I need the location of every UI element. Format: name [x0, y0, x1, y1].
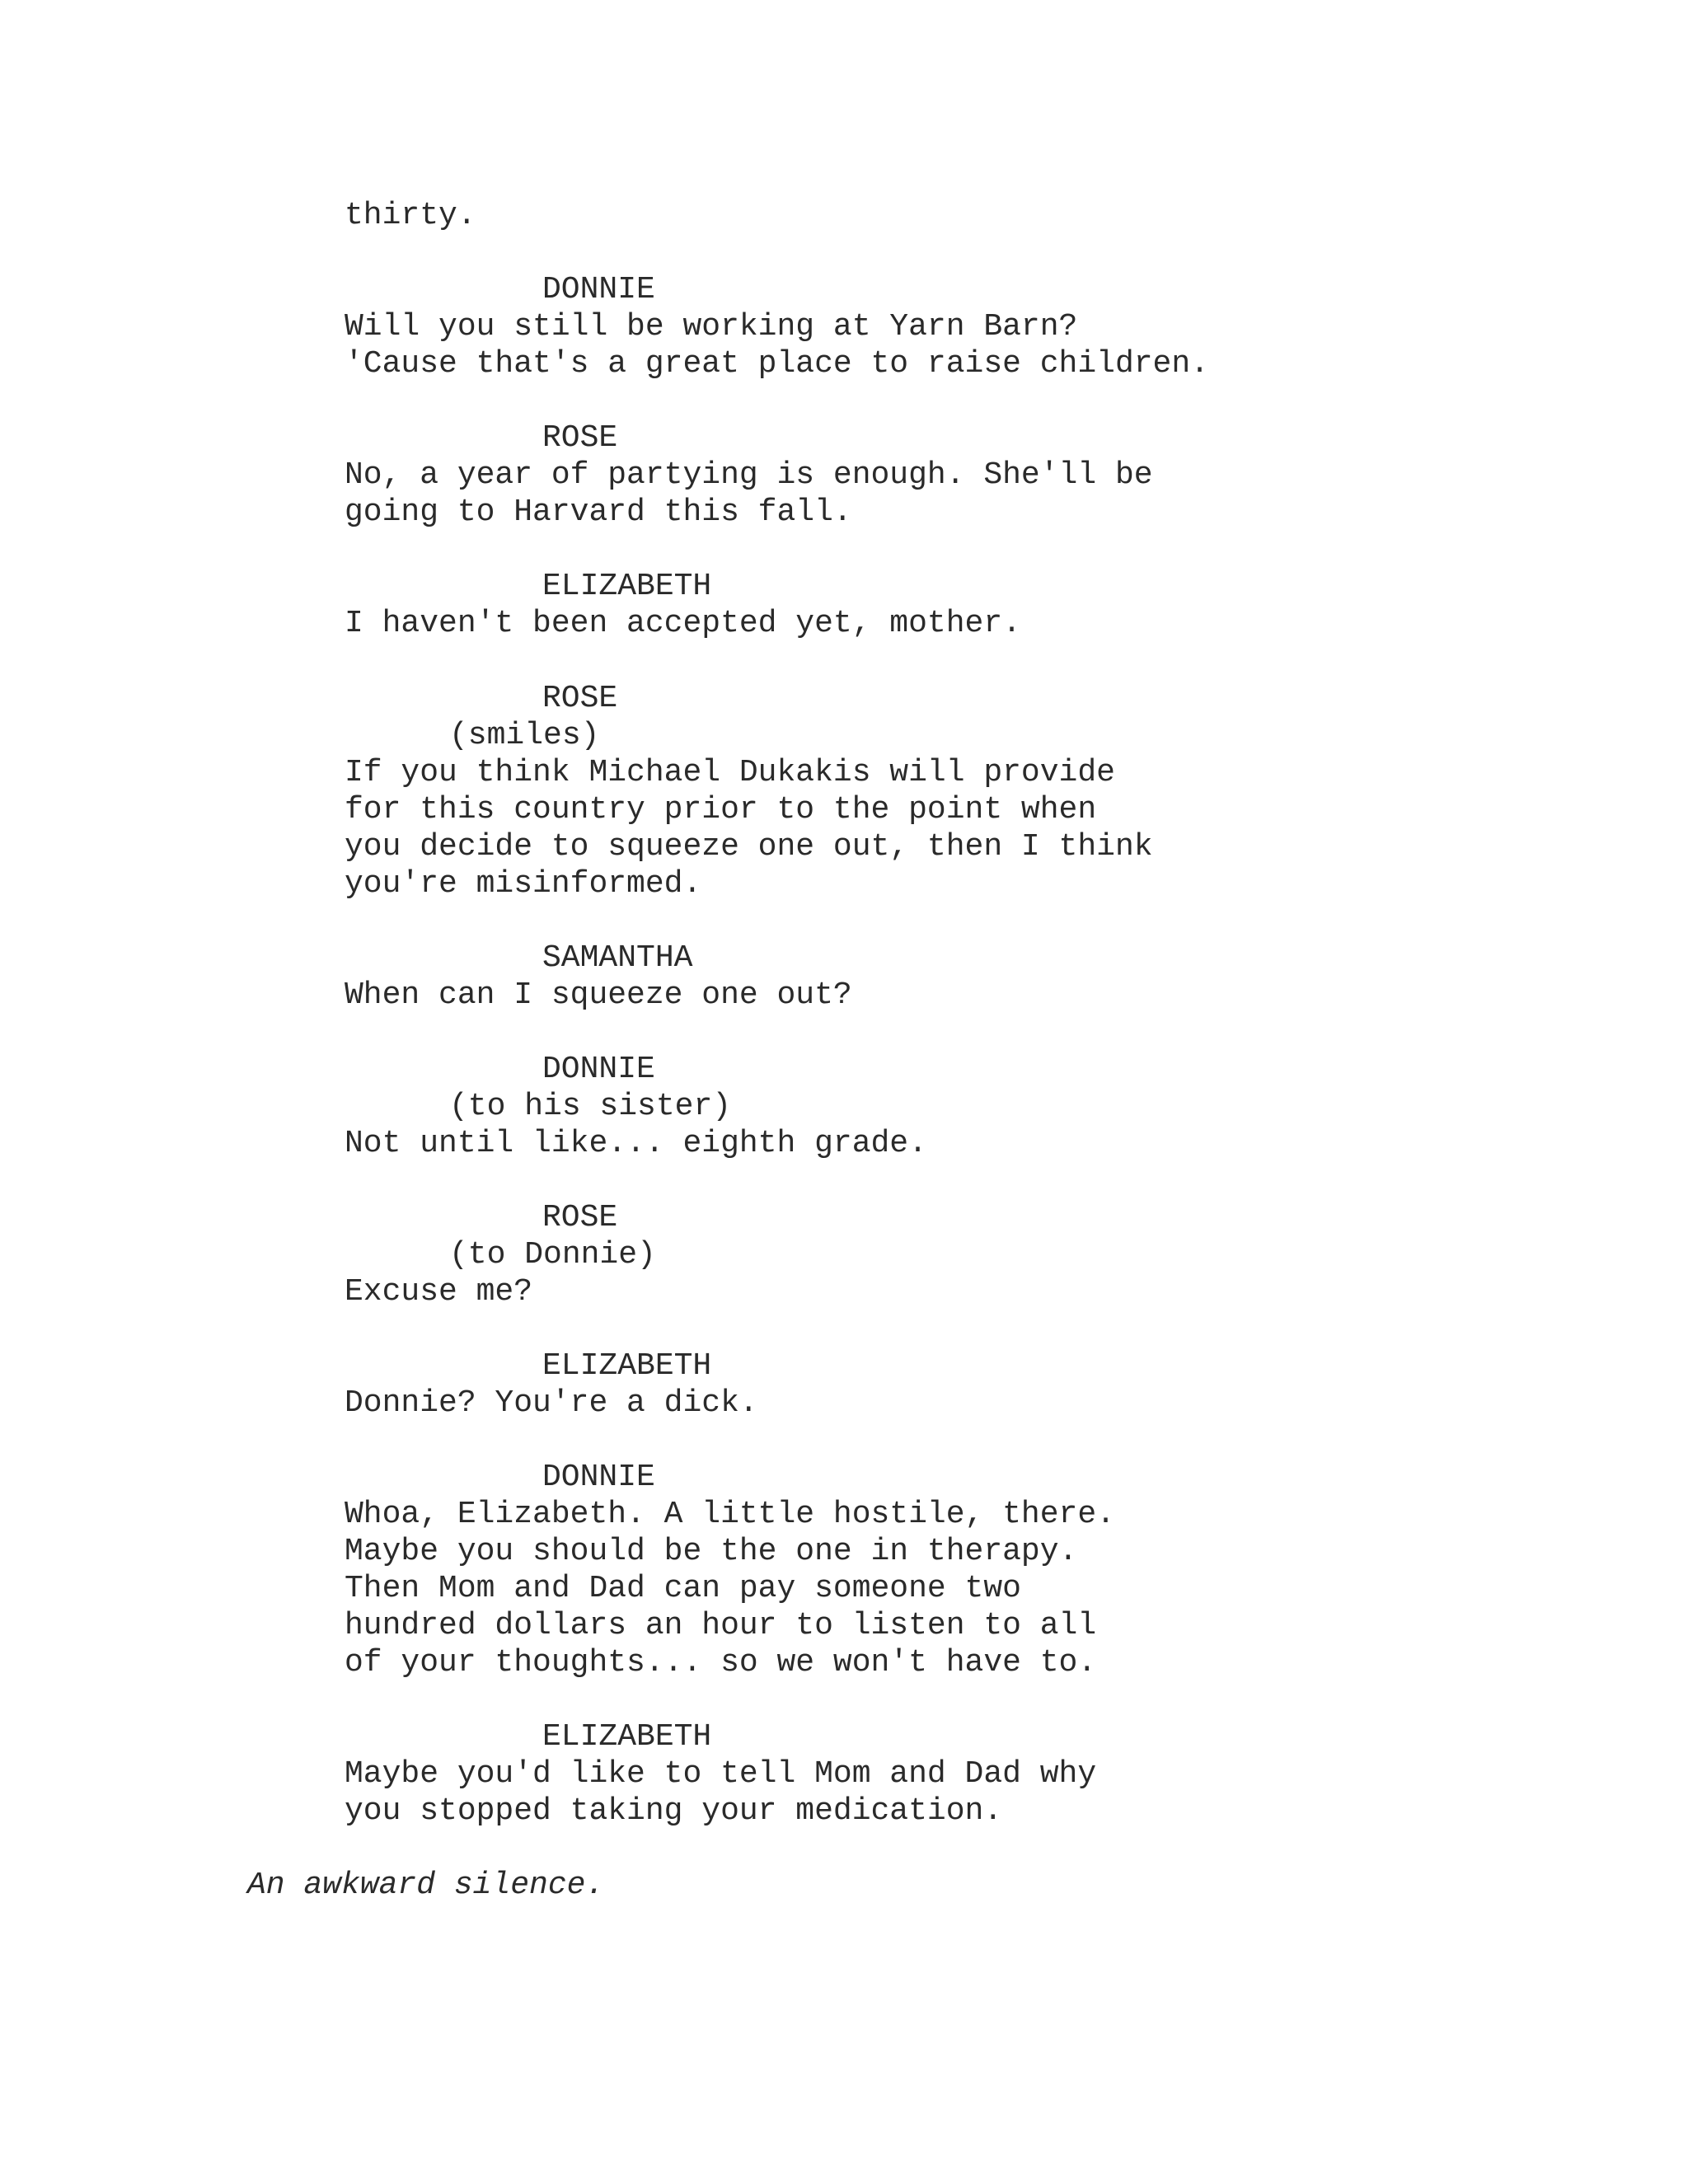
dialogue-line: Maybe you should be the one in therapy. — [345, 1534, 1078, 1569]
dialogue-line: Will you still be working at Yarn Barn? — [345, 309, 1078, 344]
character-name: ROSE — [542, 1200, 618, 1235]
dialogue-line: Donnie? You're a dick. — [345, 1385, 758, 1421]
dialogue-line: Maybe you'd like to tell Mom and Dad why — [345, 1756, 1097, 1792]
character-name: DONNIE — [542, 272, 655, 307]
character-name: DONNIE — [542, 1460, 655, 1495]
dialogue-line: Whoa, Elizabeth. A little hostile, there. — [345, 1497, 1115, 1532]
character-name: ELIZABETH — [542, 569, 712, 604]
character-name: ELIZABETH — [542, 1348, 712, 1384]
parenthetical: (to Donnie) — [449, 1237, 656, 1272]
dialogue-line: hundred dollars an hour to listen to all — [345, 1608, 1097, 1643]
dialogue-line: 'Cause that's a great place to raise children. — [345, 346, 1209, 382]
parenthetical: (smiles) — [449, 718, 600, 753]
action-line: An awkward silence. — [247, 1868, 605, 1903]
character-name: DONNIE — [542, 1052, 655, 1087]
parenthetical: (to his sister) — [449, 1089, 732, 1124]
dialogue-line: When can I squeeze one out? — [345, 977, 852, 1013]
dialogue-line: you decide to squeeze one out, then I think — [345, 829, 1153, 865]
dialogue-line: thirty. — [345, 198, 476, 233]
dialogue-line: of your thoughts... so we won't have to. — [345, 1645, 1097, 1680]
character-name: ROSE — [542, 681, 618, 716]
dialogue-line: for this country prior to the point when — [345, 792, 1097, 827]
character-name: ROSE — [542, 420, 618, 456]
dialogue-line: No, a year of partying is enough. She'll be — [345, 457, 1153, 493]
dialogue-line: Then Mom and Dad can pay someone two — [345, 1571, 1021, 1606]
dialogue-line: Excuse me? — [345, 1274, 533, 1310]
dialogue-line: Not until like... eighth grade. — [345, 1126, 927, 1161]
character-name: ELIZABETH — [542, 1719, 712, 1755]
dialogue-line: going to Harvard this fall. — [345, 494, 852, 530]
dialogue-line: If you think Michael Dukakis will provide — [345, 755, 1115, 790]
dialogue-line: you stopped taking your medication. — [345, 1793, 1003, 1829]
dialogue-line: you're misinformed. — [345, 866, 702, 902]
character-name: SAMANTHA — [542, 940, 693, 976]
dialogue-line: I haven't been accepted yet, mother. — [345, 606, 1021, 641]
